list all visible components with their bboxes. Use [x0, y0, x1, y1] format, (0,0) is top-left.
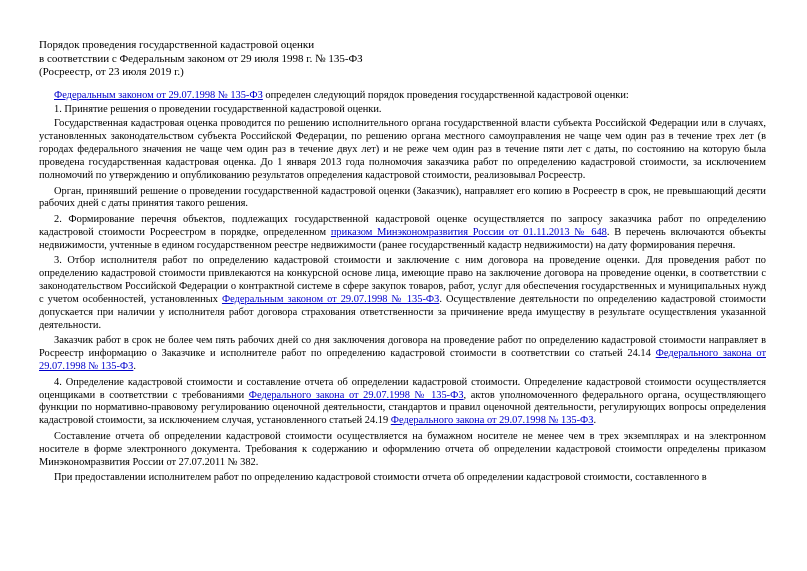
- law-link-2[interactable]: Федеральным законом от 29.07.1998 № 135-ФЗ: [221, 293, 440, 305]
- document-body: [39, 90, 766, 488]
- header-line-1: Порядок проведения государственной кадастровой оценки: [39, 39, 315, 51]
- law-link-4[interactable]: Федерального закона от 29.07.1998 № 135-ФЗ: [248, 389, 464, 401]
- paragraph-section-4: 4. Определение кадастровой стоимости и составление отчета об определении кадастровой стоимости. Определение кадастровой стоимости осуществляется оценщиками в соответствии с требованиями Федерального закона от 29.07.1998 № 135-ФЗ, актов уполномоченного федерального органа, осуществляющего функции по нормативно-правовому регулированию оценочной деятельности, стандартов и правил оценочной деятельности, регулирующих вопросы определения кадастровой стоимости, за исключением случая, установленного статьей 24.19 Федерального закона от 29.07.1998 № 135-ФЗ.: [39, 376, 766, 427]
- section-1-heading: 1. Принятие решения о проведении государственной кадастровой оценки.: [54, 104, 382, 116]
- paragraph-report: Составление отчета об определении кадастровой стоимости осуществляется на бумажном носителе не менее чем в трех экземплярах и на электронном носителе в форме электронного документа. Требования к содержанию и оформлению отчета об определении кадастровой стоимости определены приказом Минэкономразвития России от 27.07.2011 № 382.: [39, 430, 766, 468]
- header-line-2: в соответствии с Федеральным законом от 29 июля 1998 г. № 135-ФЗ: [39, 52, 363, 65]
- law-link-3[interactable]: Федерального закона от 29.07.1998 № 135-ФЗ: [39, 348, 766, 373]
- intro-paragraph: [39, 90, 766, 103]
- paragraph-assessment: Государственная кадастровая оценка проводится по решению исполнительного органа государственной власти субъекта Российской Федерации или в случаях, установленных законодательством субъекта Российской Федерации, по решению органа местного самоуправления не чаще чем один раз в течение трех лет (в городах федерального значения не чаще чем один раз в течение двух лет) и не реже чем один раз в течение пяти лет с даты, по состоянию на которую была проведена государственная кадастровая оценка. До 1 января 2013 года полномочия заказчика работ по определению кадастровой стоимости, за исключением полномочий по утверждению и опубликованию результатов определения кадастровой стоимости, реализовывал Росреестр.: [39, 118, 766, 182]
- document-header: [39, 39, 539, 80]
- intro-text: определен следующий порядок проведения государственной кадастровой оценки:: [262, 90, 629, 101]
- paragraph-notice: Заказчик работ в срок не более чем пять рабочих дней со дня заключения договора на проведение работ по определению кадастровой стоимости направляет в Росреестр информацию о Заказчике и исполнителе работ по определению кадастровой стоимости в соответствии со статьей 24.14 Федерального закона от 29.07.1998 № 135-ФЗ.: [39, 335, 766, 373]
- paragraph-submission: При предоставлении исполнителем работ по определению кадастровой стоимости отчета об определении кадастровой стоимости, составленного в: [54, 472, 707, 484]
- order-link[interactable]: приказом Минэкономразвития России от 01.11.2013 № 648: [330, 226, 607, 238]
- paragraph-section-2: 2. Формирование перечня объектов, подлежащих государственной кадастровой оценке осуществляется по запросу заказчика работ по определению кадастровой стоимости Росреестром в порядке, определенном приказом Минэкономразвития России от 01.11.2013 № 648. В перечень включаются объекты недвижимости, учтенные в едином государственном реестре недвижимости (ранее государственный кадастр недвижимости) на дату формирования перечня.: [39, 213, 766, 251]
- paragraph-customer: Орган, принявший решение о проведении государственной кадастровой оценки (Заказчик), направляет его копию в Росреестр в срок, не превышающий десяти рабочих дней с даты принятия такого решения.: [39, 185, 766, 210]
- law-link[interactable]: Федеральным законом от 29.07.1998 № 135-ФЗ: [54, 90, 263, 101]
- paragraph-section-3: 3. Отбор исполнителя работ по определению кадастровой стоимости и заключение с ним договора на проведение оценки. Для проведения работ по определению кадастровой стоимости привлекаются на конкурсной основе лица, имеющие право на заключение договора на проведение оценки, в соответствии с законодательством Российской Федерации о контрактной системе в сфере закупок товаров, работ, услуг для обеспечения государственных и муниципальных нужд с учетом особенностей, установленных Федеральным законом от 29.07.1998 № 135-ФЗ. Осуществление деятельности по определению кадастровой стоимости допускается при наличии у исполнителя работ договора страхования ответственности за причинение вреда имуществу в результате осуществления указанной деятельности.: [39, 255, 766, 331]
- header-line-3: (Росреестр, от 23 июля 2019 г.): [39, 66, 184, 79]
- law-link-5[interactable]: Федерального закона от 29.07.1998 № 135-ФЗ: [390, 415, 594, 427]
